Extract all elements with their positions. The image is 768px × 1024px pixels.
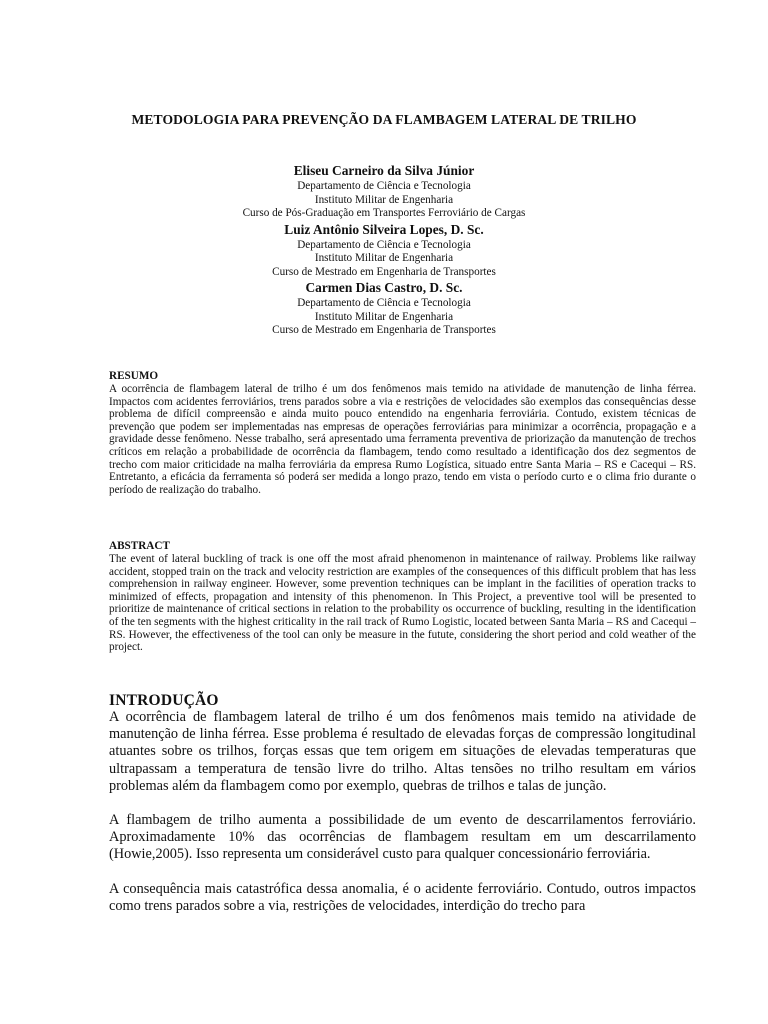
paper-title: METODOLOGIA PARA PREVENÇÃO DA FLAMBAGEM LATERAL DE TRILHO <box>131 112 637 127</box>
author-course: Curso de Mestrado em Engenharia de Transportes <box>272 324 496 336</box>
author-course: Curso de Pós-Graduação em Transportes Ferroviário de Cargas <box>242 207 526 219</box>
author-block <box>0 162 768 338</box>
author-department: Departamento de Ciência e Tecnologia <box>297 238 471 251</box>
resumo-text: A ocorrência de flambagem lateral de trilho é um dos fenômenos mais temido na atividade de manutenção de linha férrea. Impactos com acidentes ferroviários, trens parados sobre a via e restrições de velocidades são exemplos das consequências desse problema de difícil compreensão e ainda muito pouco entendido na engenharia ferroviária. Contudo, existem técnicas de prevenção que podem ser implementadas nas empresas de operações ferroviárias para minimizar a ocorrência, propagação e a gravidade desse fenômeno. Nesse trabalho, será apresentado uma ferramenta preventiva de priorização da manutenção de trechos críticos em relação a probabilidade de ocorrência da flambagem, tendo como resultado a identificação dos dez segmentos de trecho com maior criticidade na malha ferroviária da empresa Rumo Logística, situado entre Santa Maria – RS e Cacequi – RS. Entretanto, a eficácia da ferramenta só poderá ser medida a longo prazo, tendo em vista o período curto e o clima frio durante o período de realização do trabalho. <box>109 383 696 496</box>
author-institute: Instituto Militar de Engenharia <box>314 310 454 323</box>
author-name: Eliseu Carneiro da Silva Júnior <box>293 163 475 178</box>
introducao-section <box>109 692 696 932</box>
author-course: Curso de Mestrado em Engenharia de Transportes <box>272 265 496 278</box>
resumo-section <box>109 370 696 496</box>
body-paragraph: A consequência mais catastrófica dessa anomalia, é o acidente ferroviário. Contudo, outros impactos como trens parados sobre a via, restrições de velocidades, interdição do trecho para <box>109 880 696 914</box>
author-department: Departamento de Ciência e Tecnologia <box>297 180 471 192</box>
abstract-text: The event of lateral buckling of track is one off the most afraid phenomenon in maintenance of railway. Problems like railway accident, stopped train on the track and velocity restriction are examples of the consequences of this difficult problem that has less comprehension in railway engineer. However, some prevention techniques can be implant in the facilities of operation tracks to minimized of effects, propagation and intensity of this phenomenon. In This Project, a preventive tool will be presented to prioritize de maintenance of critical sections in relation to the probability os occurrence of buckling, resulting in the identification of the ten segments with the highest criticality in the rail track of Rumo Logistic, located between Santa Maria – RS and Cacequi – RS. However, the effectiveness of the tool can only be measure in the futute, considering the short period and cold weather of the project. <box>109 553 696 654</box>
abstract-heading: ABSTRACT <box>109 540 170 552</box>
resumo-heading: RESUMO <box>109 370 159 382</box>
author-name: Carmen Dias Castro, D. Sc. <box>305 280 463 295</box>
author-institute: Instituto Militar de Engenharia <box>314 252 454 264</box>
introducao-heading: INTRODUÇÃO <box>109 692 219 709</box>
abstract-section <box>109 540 696 654</box>
author-entry <box>0 162 768 221</box>
body-paragraph: A flambagem de trilho aumenta a possibilidade de um evento de descarrilamentos ferroviário. Aproximadamente 10% das ocorrências de flambagem resultam em um descarrilamento (Howie,2005). Isso representa um considerável custo para qualquer concessionário ferroviária. <box>109 812 696 863</box>
author-entry <box>0 279 768 338</box>
author-name: Luiz Antônio Silveira Lopes, D. Sc. <box>284 221 484 237</box>
author-department: Departamento de Ciência e Tecnologia <box>297 297 471 309</box>
body-paragraph: A ocorrência de flambagem lateral de trilho é um dos fenômenos mais temido na atividade de manutenção de linha férrea. Esse problema é resultado de elevadas forças de compressão longitudinal atuantes sobre os trilhos, forças essas que tem origem em situações de elevadas temperaturas que ultrapassam a temperatura de tensão livre do trilho. Altas tensões no trilho resultam em vários problemas além da flambagem como por exemplo, quebras de trilhos e talas de junção. <box>109 709 696 794</box>
author-institute: Instituto Militar de Engenharia <box>314 193 454 206</box>
author-entry <box>0 221 768 280</box>
